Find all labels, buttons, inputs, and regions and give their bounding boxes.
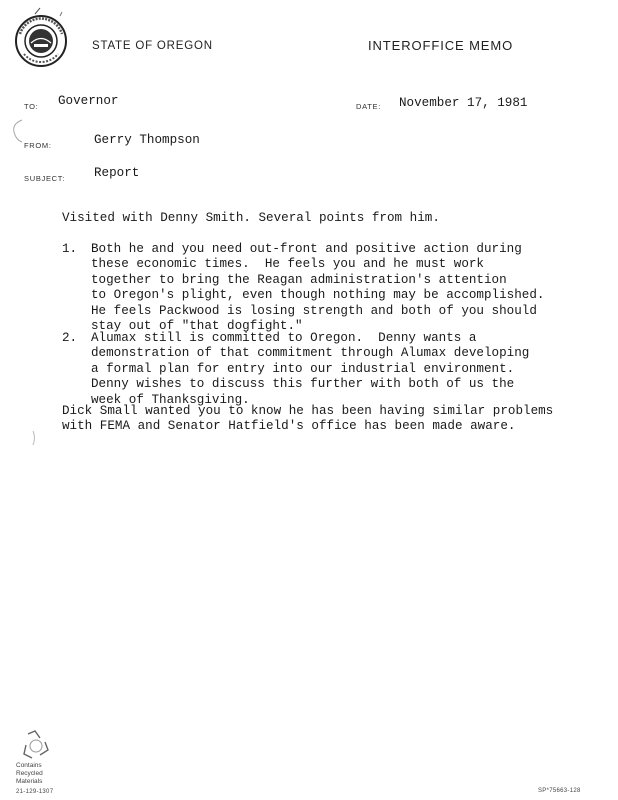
to-label: TO: xyxy=(24,102,39,111)
scan-mark-icon xyxy=(34,7,42,15)
subject-label: SUBJECT: xyxy=(24,174,66,183)
scan-mark-icon xyxy=(58,10,66,18)
memo-intro: Visited with Denny Smith. Several points from him. xyxy=(62,211,440,225)
memo-title: INTEROFFICE MEMO xyxy=(368,38,514,53)
from-value: Gerry Thompson xyxy=(94,133,200,147)
to-value: Governor xyxy=(58,94,119,108)
memo-closing: Dick Small wanted you to know he has been having similar problems with FEMA and Senator Hatfield's office has been made aware. xyxy=(62,404,554,434)
recycled-materials-note: Contains Recycled Materials xyxy=(16,762,43,785)
point-text: Alumax still is committed to Oregon. Denny wants a demonstration of that commitment through Alumax developing a formal plan for entry into our industrial environment. Denny wishes to discuss this further with both of us the week of Thanksgiving. xyxy=(91,331,530,407)
date-label: DATE: xyxy=(356,102,382,111)
margin-mark-icon xyxy=(31,430,37,446)
from-label: FROM: xyxy=(24,141,52,150)
date-value: November 17, 1981 xyxy=(399,96,528,110)
point-text: Both he and you need out-front and positive action during these economic times. He feels you and he must work together to bring the Reagan administration's attention to Oregon's plight, even though nothing may be accomplished. He feels Packwood is losing strength and both of you should stay out of "that dogfight." xyxy=(91,242,545,334)
point-number: 1. xyxy=(62,242,78,256)
punch-hole-mark-icon xyxy=(10,118,24,144)
recycle-icon xyxy=(18,728,52,762)
form-number: 21-129-1307 xyxy=(16,789,54,795)
point-number: 2. xyxy=(62,331,78,345)
subject-value: Report xyxy=(94,166,140,180)
state-seal-icon xyxy=(14,14,68,68)
agency-name: STATE OF OREGON xyxy=(92,40,213,52)
stock-number: SP*75663-128 xyxy=(538,788,581,794)
